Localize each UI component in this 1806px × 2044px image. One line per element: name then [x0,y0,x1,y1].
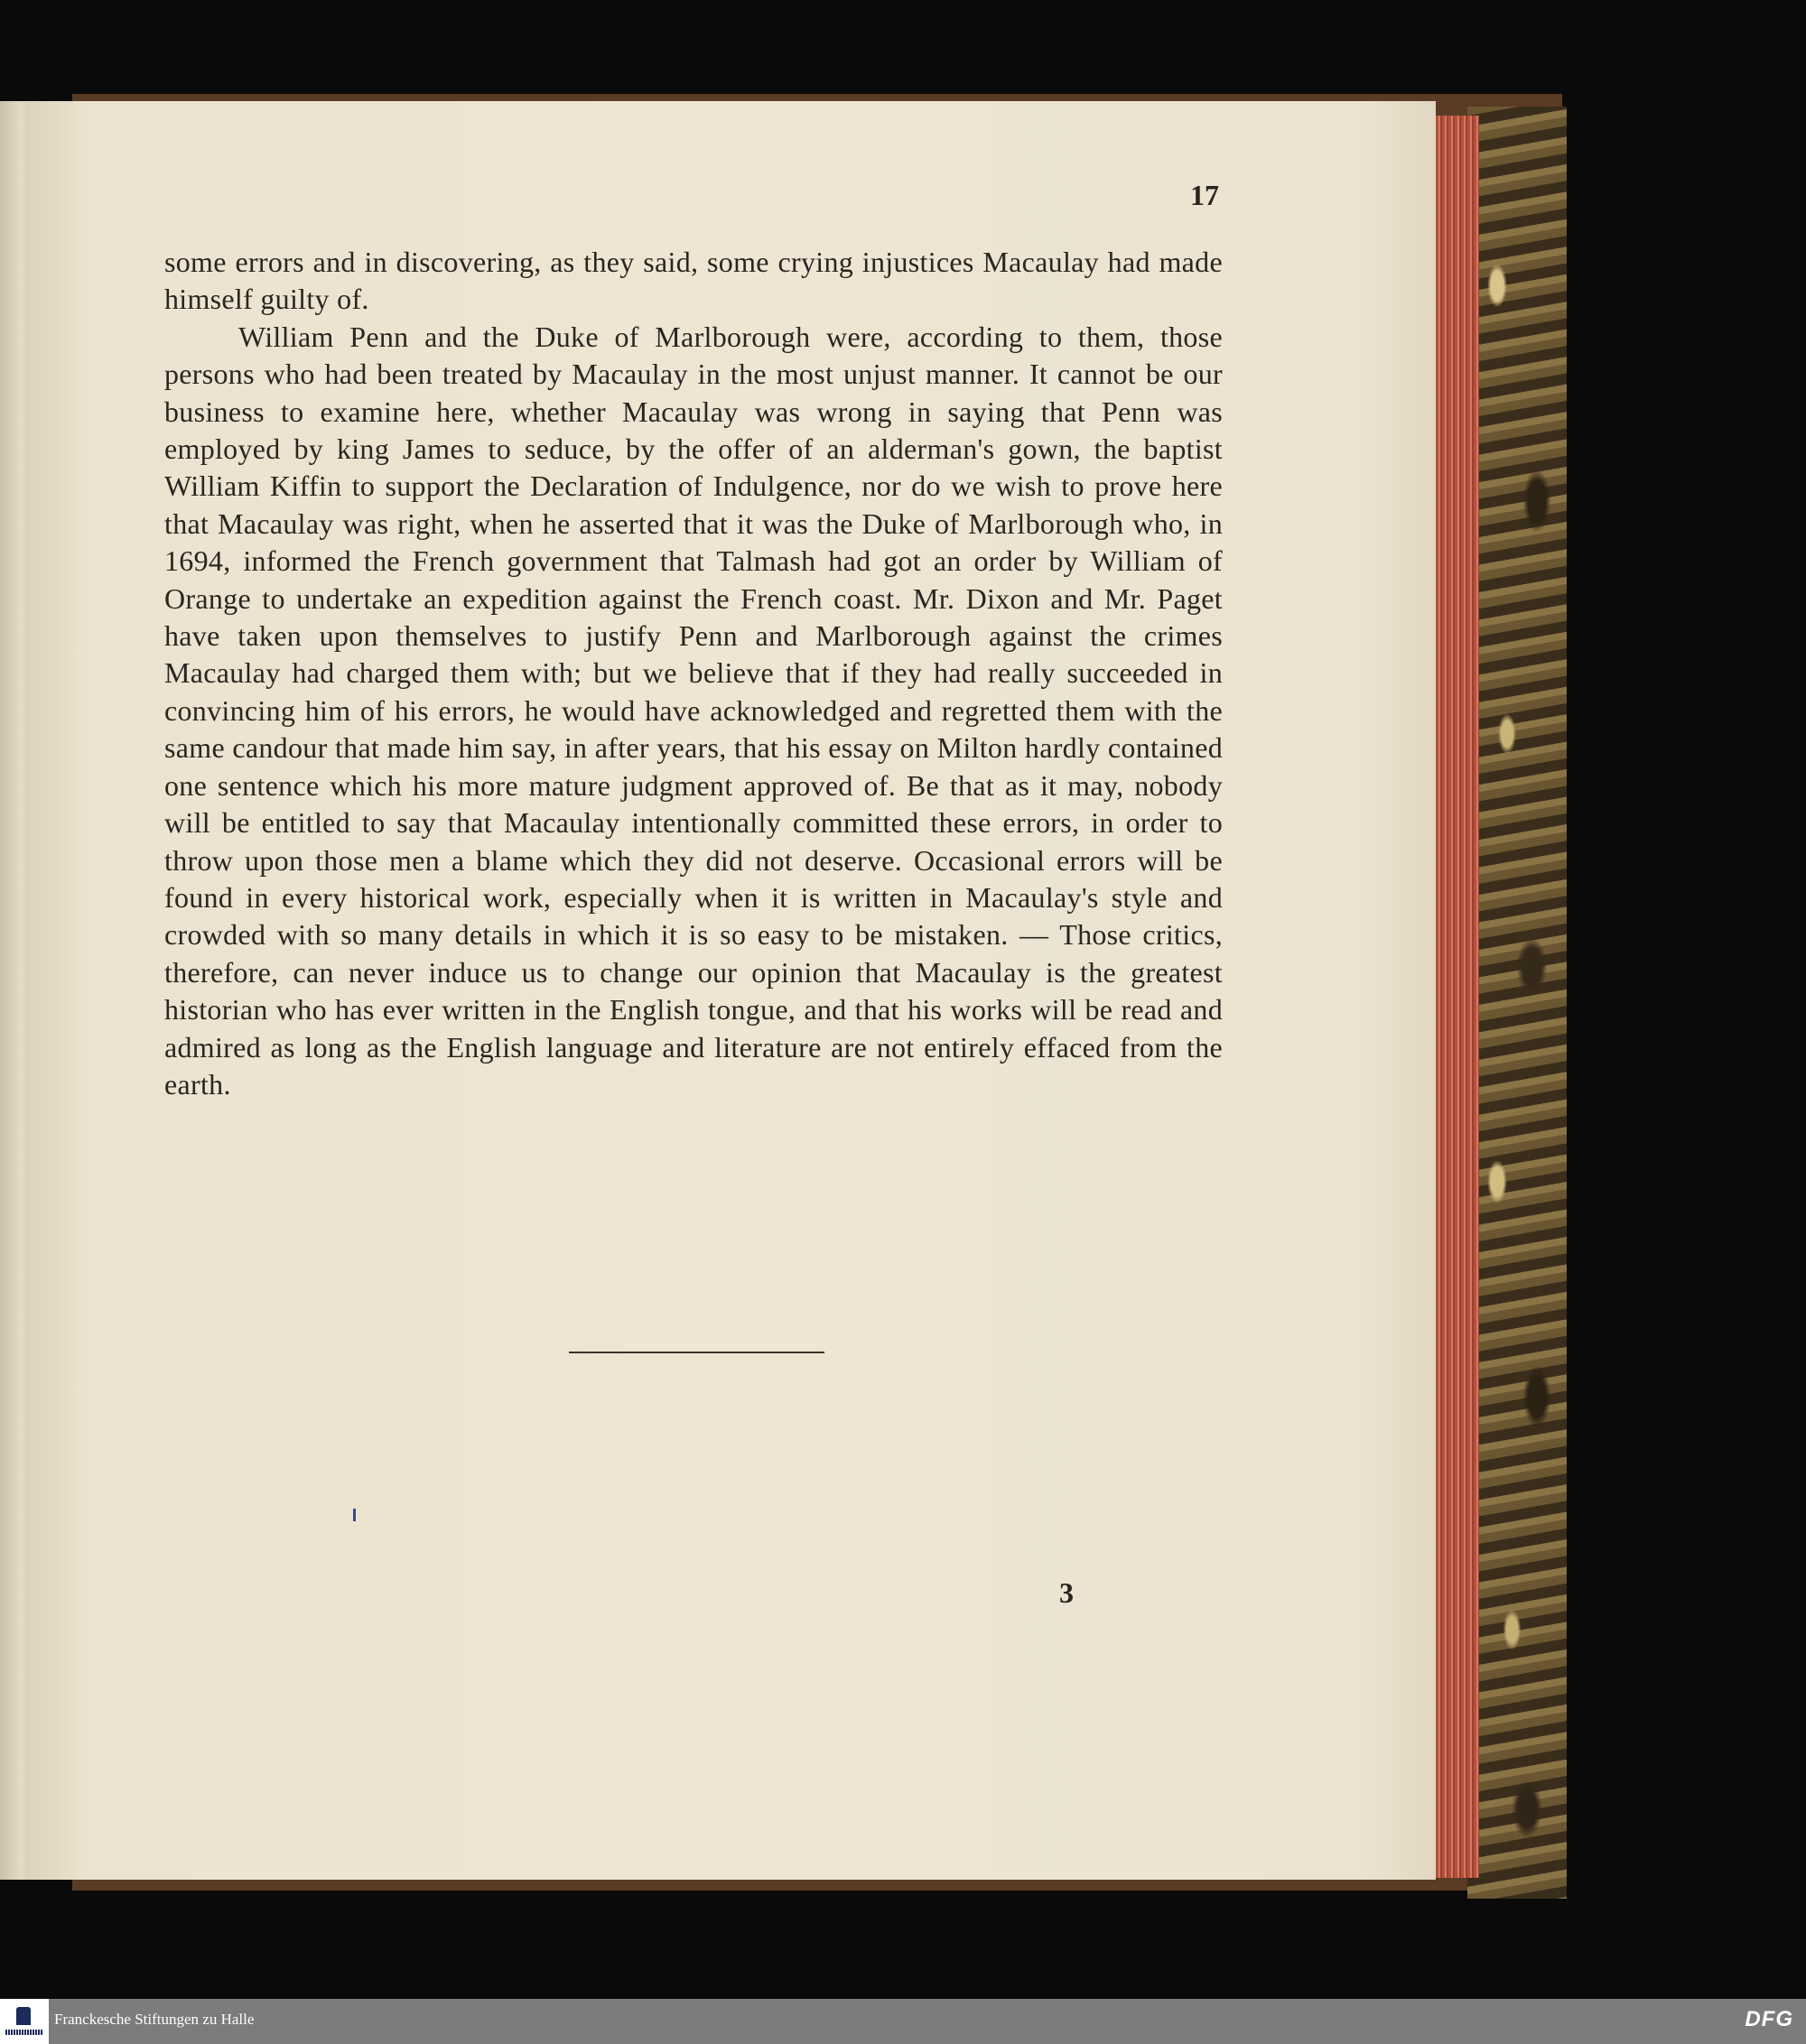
body-text [164,244,1223,1103]
marbled-board [1467,107,1567,1899]
institution-logo[interactable] [0,1999,49,2044]
signature-mark: 3 [1059,1576,1074,1609]
institution-name[interactable]: Franckesche Stiftungen zu Halle [54,2011,255,2028]
paragraph: William Penn and the Duke of Marlborough were, according to them, those persons who had been treated by Macaulay in the most unjust manner. It cannot be our business to examine here, whether Macaulay was wrong in saying that Penn was employed by king James to seduce, by the offer of an alderman's gown, the baptist William Kiffin to support the Declaration of Indulgence, nor do we wish to prove here that Macaulay was right, when he asserted that it was the Duke of Marlborough who, in 1694, informed the French government that Talmash had got an order by William of Orange to undertake an expedition against the French coast. Mr. Dixon and Mr. Paget have taken upon themselves to justify Penn and Marlborough against the crimes Macaulay had charged them with; but we believe that if they had really succeeded in convincing him of his errors, he would have acknowledged and regretted them with the same candour that made him say, in after years, that his essay on Milton hardly contained one sentence which his more mature judgment approved of. Be that as it may, nobody will be entitled to say that Macaulay intentionally committed these errors, in order to throw upon those men a blame which they did not deserve. Occasional errors will be found in every historical work, especially when it is written in Macaulay's style and crowded with so many details in which it is so easy to be mistaken. — Those critics, therefore, can never induce us to change our opinion that Macaulay is the greatest historian who has ever written in the English tongue, and that his works will be read and admired as long as the English language and literature are not entirely effaced from the earth. [164,320,1223,1101]
page-number: 17 [1190,179,1219,211]
dfg-logo[interactable]: DFG [1745,2007,1793,2031]
paragraph-continued: some errors and in discovering, as they said, some crying injustices Macaulay had made himself guilty of. [164,246,1223,316]
institution-logo-icon [16,2007,31,2025]
institution-logo-text-icon [5,2030,43,2035]
footer-bar [0,1999,1806,2044]
page-edges [1436,116,1479,1878]
ink-speck [353,1509,356,1521]
section-divider [569,1352,824,1353]
facing-page-edge [0,101,31,1880]
